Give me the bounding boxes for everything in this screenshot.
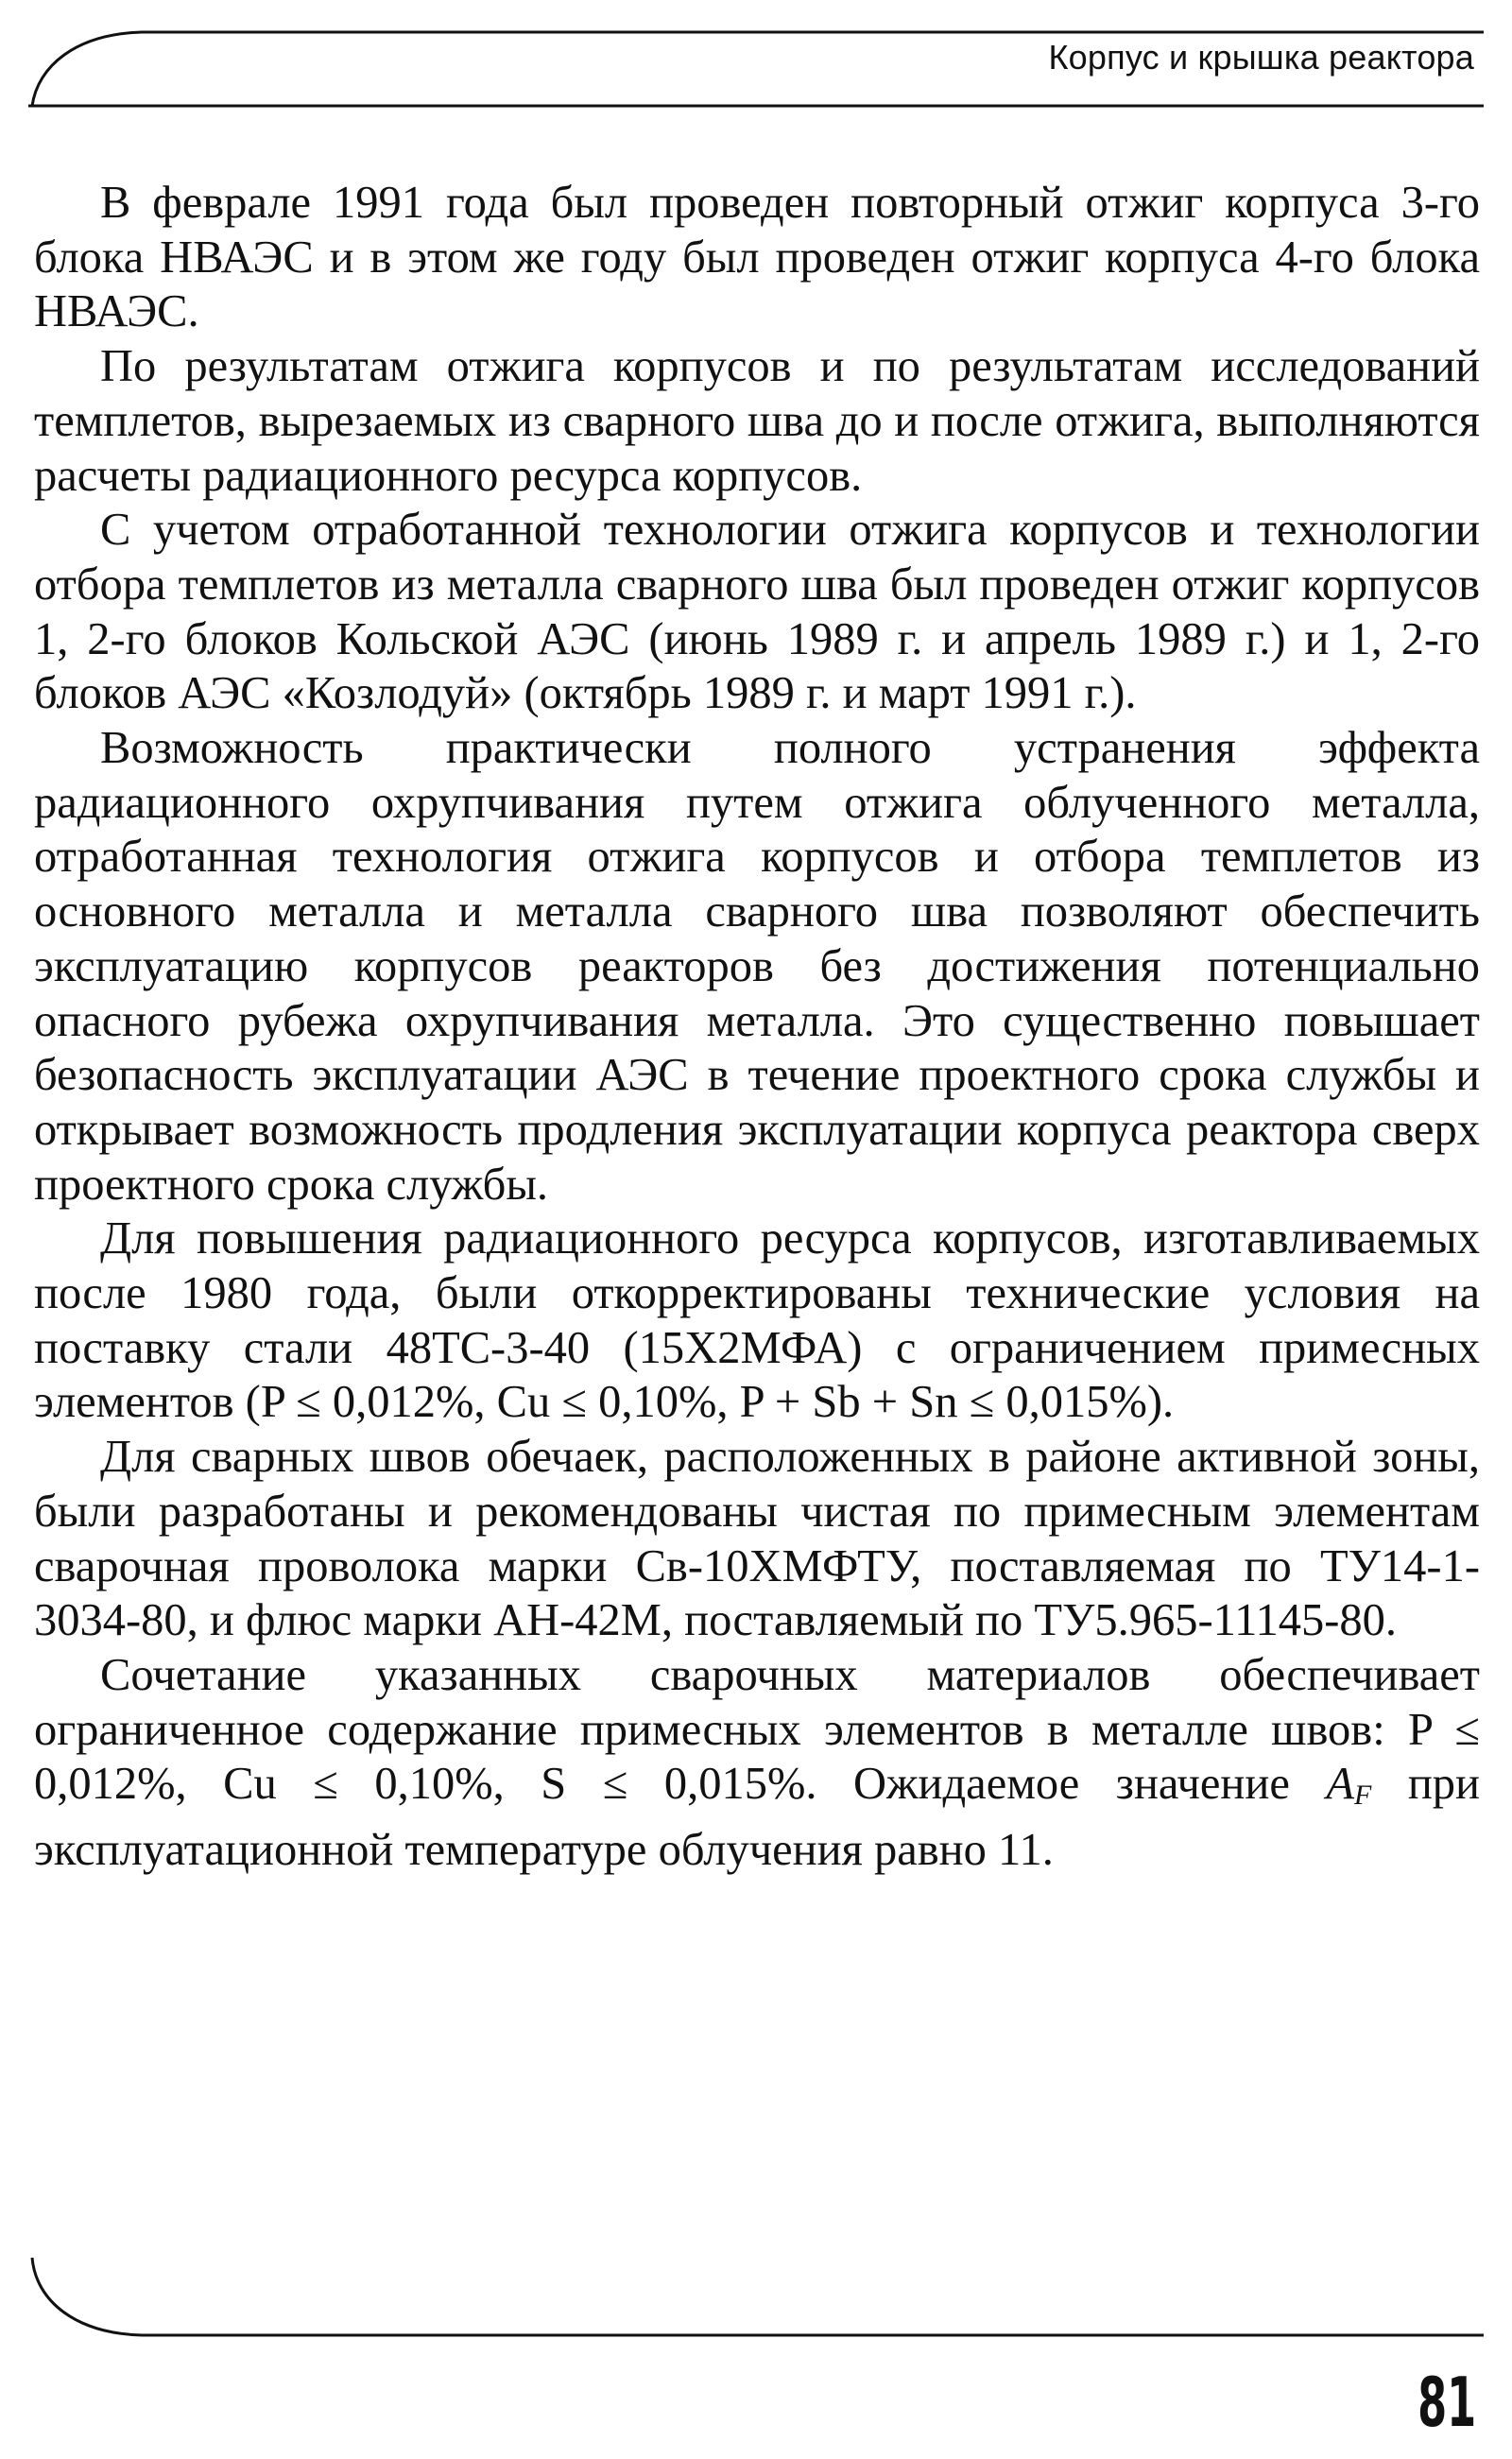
af-symbol-main: A bbox=[1326, 1759, 1354, 1810]
af-symbol bbox=[1326, 1759, 1372, 1812]
paragraph-1: В феврале 1991 года был проведен повторный отжиг корпуса 3-го блока НВАЭС и в этом же году был проведен отжиг корпуса 4-го блока НВАЭС. bbox=[34, 178, 1480, 337]
paragraph-7 bbox=[34, 1648, 1480, 1878]
paragraph-3: С учетом отработанной технологии отжига корпусов и технологии отбора темплетов из металла сварного шва был проведен отжиг корпусов 1, 2-го блоков Кольской АЭС (июнь 1989 г. и апрель 1989 г.) и 1, 2-го блоков АЭС «Козлодуй» (октябрь 1989 г. и март 1991 г.). bbox=[34, 505, 1480, 719]
footer-frame-line bbox=[28, 2254, 1484, 2339]
running-head: Корпус и крышка реактора bbox=[1048, 38, 1474, 77]
af-symbol-subscript: F bbox=[1354, 1780, 1372, 1812]
paragraph-7-tail: при эксплуатационной температуре облучения равно 11. bbox=[34, 1759, 1480, 1876]
paragraph-6: Для сварных швов обечаек, расположенных в районе активной зоны, были разработаны и рекомендованы чистая по примесным элементам сварочная проволока марки Св-10ХМФТУ, поставляемая по ТУ14-1-3034-80, и флюс марки АН-42М, поставляемый по ТУ5.965-11145-80. bbox=[34, 1432, 1480, 1646]
paragraph-4: Возможность практически полного устранения эффекта радиационного охрупчивания путем отжига облученного металла, отработанная технология отжига корпусов и отбора темплетов из основного металла и металла сварного шва позволяют обеспечить эксплуатацию корпусов реакторов без достижения потенциально опасного рубежа охрупчивания металла. Это существенно повышает безопасность эксплуатации АЭС в течение проектного срока службы и открывает возможность продления эксплуатации корпуса реактора сверх проектного срока службы. bbox=[34, 723, 1480, 1210]
paragraph-7-text: Сочетание указанных сварочных материалов обеспечивает ограниченное содержание примесных элементов в металле швов: P ≤ 0,012%, Cu ≤ 0,10%, S ≤ 0,015%. Ожидаемое значение bbox=[34, 1649, 1480, 1810]
page-number: 81 bbox=[1417, 2363, 1476, 2442]
paragraph-5: Для повышения радиационного ресурса корпусов, изготавливаемых после 1980 года, были откорректированы технические условия на поставку стали 48ТС-3-40 (15Х2МФА) с ограничением примесных элементов (P ≤ 0,012%, Cu ≤ 0,10%, P + Sb + Sn ≤ 0,015%). bbox=[34, 1213, 1480, 1428]
body-text bbox=[34, 176, 1480, 1878]
paragraph-2: По результатам отжига корпусов и по результатам исследований темплетов, вырезаемых из сварного шва до и после отжига, выполняются расчеты радиационного ресурса корпусов. bbox=[34, 341, 1480, 501]
